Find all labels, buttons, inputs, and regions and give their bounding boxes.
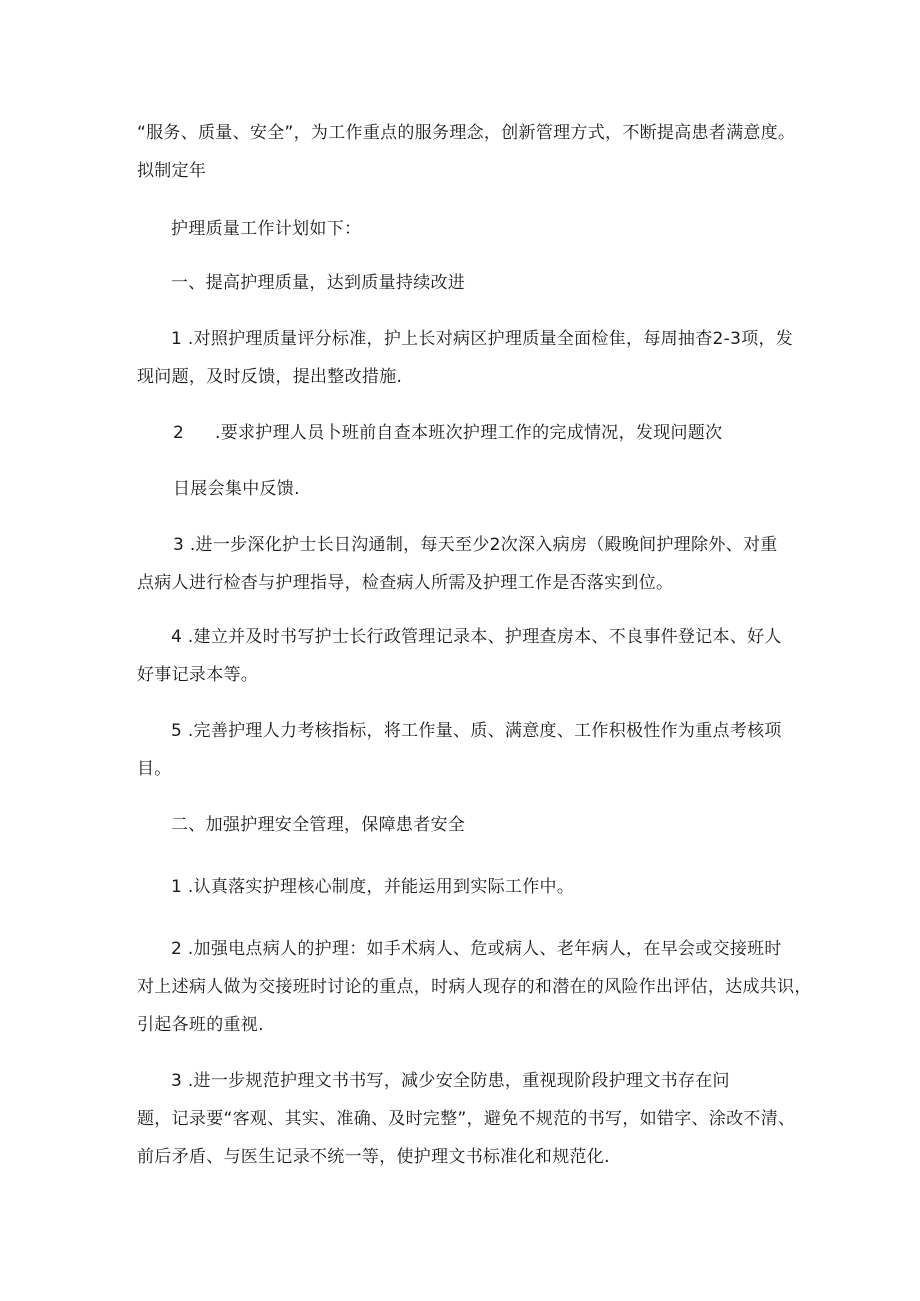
text-line: 对上述病人做为交接班时讨论的重点，时病人现存的和潜在的风险作出评估，达成共识， <box>137 977 812 997</box>
text-line: 点病人进行检杳与护理指导，检查病人所需及护理工作是否落实到位。 <box>137 573 674 593</box>
item-number: 2 <box>173 423 185 443</box>
text-line: 3 .进一步规范护理文书书写，减少安全防患，重视现阶段护理文书存在问 <box>171 1071 730 1091</box>
section-heading: 一、提高护理质量，达到质量持续改进 <box>171 273 466 293</box>
text-line: 题，记录要“客观、其实、准确、及时完整”，避免不规范的书写，如错字、涂改不清、 <box>137 1109 796 1129</box>
text-line: 2 .加强电点病人的护理：如手术病人、危或病人、老年病人，在早会或交接班时 <box>171 939 782 959</box>
text-line: 现问题，及时反馈，提出整改措施. <box>137 367 403 387</box>
section-heading: 二、加强护理安全管理，保障患者安全 <box>171 815 466 835</box>
text-line: 好事记录本等。 <box>137 665 259 685</box>
text-line: 5 .完善护理人力考核指标，将工作量、质、满意度、工作积极性作为重点考核项 <box>171 721 782 741</box>
text-line: “服务、质量、安全”，为工作重点的服务理念，创新管理方式，不断提高患者满意度。 <box>137 123 796 143</box>
text-line: .要求护理人员卜班前自查本班次护理工作的完成情况，发现问题次 <box>215 423 723 443</box>
text-line: 日展会集中反馈. <box>173 479 300 499</box>
text-line: 3 .进一步深化护士长日沟通制，每天至少2次深入病房（殿晚间护理除外、对重 <box>173 535 778 555</box>
text-line: 1 .认真落实护理核心制度，并能运用到实际工作中。 <box>171 877 575 897</box>
text-line: 1 .对照护理质量评分标准，护上长对病区护理质量全面检隹，每周抽杳2-3项，发 <box>171 329 794 349</box>
text-line: 引起各班的重视. <box>137 1015 264 1035</box>
text-line: 拟制定年 <box>137 161 207 181</box>
text-line: 护理质量工作计划如下： <box>171 219 362 239</box>
text-line: 目。 <box>137 759 172 779</box>
text-line: 4 .建立并及时书写护士长行政管理记录本、护理查房本、不良事件登记本、好人 <box>171 627 782 647</box>
text-line: 前后矛盾、与医生记录不统一等，使护理文书标准化和规范化. <box>137 1147 610 1167</box>
